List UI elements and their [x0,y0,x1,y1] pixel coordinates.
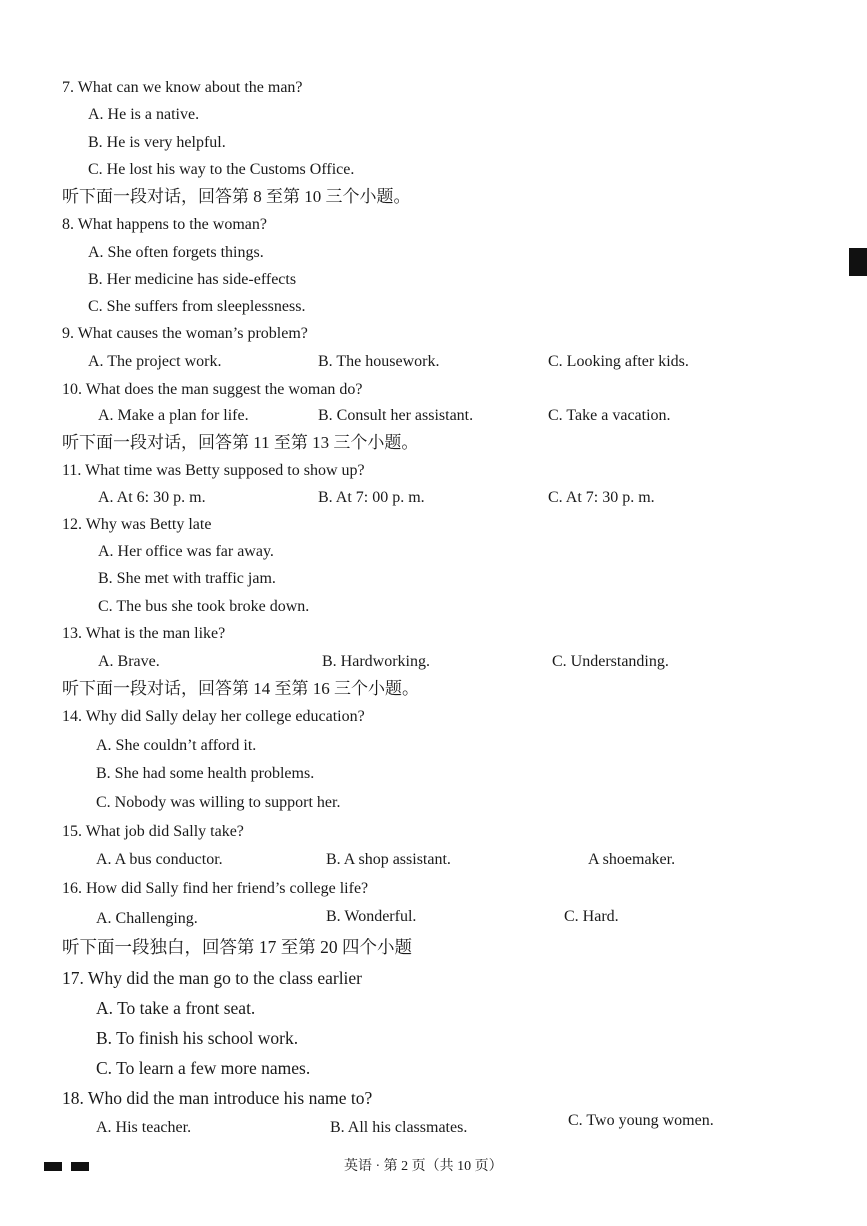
q13-stem: 13. What is the man like? [62,625,226,642]
q16-option-a: A. Challenging. [96,910,198,927]
q11-option-a: A. At 6: 30 p. m. [98,489,206,506]
q14-option-a: A. She couldn’t afford it. [96,737,257,754]
q18-stem: 18. Who did the man introduce his name to? [62,1088,373,1108]
q17-option-a: A. To take a front seat. [96,998,256,1018]
q10-option-c: C. Take a vacation. [548,407,671,424]
footer-mark-block [44,1162,62,1171]
section-heading-17-20: 听下面一段独白，回答第 17 至第 20 四个小题 [62,937,412,957]
q12-stem: 12. Why was Betty late [62,516,212,533]
q16-stem: 16. How did Sally find her friend’s college life? [62,880,369,897]
q13-option-a: A. Brave. [98,653,160,670]
q15-option-a: A. A bus conductor. [96,851,223,868]
section-heading-8-10: 听下面一段对话，回答第 8 至第 10 三个小题。 [62,187,411,206]
q12-option-c: C. The bus she took broke down. [98,598,310,615]
q18-option-a: A. His teacher. [96,1119,192,1136]
q7-stem: 7. What can we know about the man? [62,79,303,96]
q17-option-b: B. To finish his school work. [96,1028,299,1048]
q17-stem: 17. Why did the man go to the class earlier [62,968,363,988]
q12-option-b: B. She met with traffic jam. [98,570,276,587]
q8-stem: 8. What happens to the woman? [62,216,267,233]
section-heading-14-16: 听下面一段对话，回答第 14 至第 16 三个小题。 [62,679,419,698]
q12-option-a: A. Her office was far away. [98,543,274,560]
q9-stem: 9. What causes the woman’s problem? [62,325,308,342]
q10-option-a: A. Make a plan for life. [98,407,249,424]
edge-registration-mark [849,248,867,276]
q16-option-b: B. Wonderful. [326,908,417,925]
q11-stem: 11. What time was Betty supposed to show up? [62,462,365,479]
q15-stem: 15. What job did Sally take? [62,823,244,840]
q11-option-c: C. At 7: 30 p. m. [548,489,655,506]
footer-registration-marks [44,1158,98,1176]
q9-option-a: A. The project work. [88,353,222,370]
q9-option-b: B. The housework. [318,353,440,370]
section-heading-11-13: 听下面一段对话，回答第 11 至第 13 三个小题。 [62,433,419,452]
q10-option-b: B. Consult her assistant. [318,407,474,424]
q11-option-b: B. At 7: 00 p. m. [318,489,425,506]
q8-option-a: A. She often forgets things. [88,244,264,261]
q15-option-c: A shoemaker. [588,851,676,868]
q17-option-c: C. To learn a few more names. [96,1058,311,1078]
q14-stem: 14. Why did Sally delay her college education? [62,708,365,725]
page-number-label: 英语 · 第 2 页（共 10 页） [344,1159,503,1174]
q7-option-a: A. He is a native. [88,106,200,123]
q9-option-c: C. Looking after kids. [548,353,689,370]
q14-option-c: C. Nobody was willing to support her. [96,794,341,811]
q18-option-c: C. Two young women. [568,1112,714,1129]
q10-stem: 10. What does the man suggest the woman do? [62,381,363,398]
q13-option-c: C. Understanding. [552,653,669,670]
q18-option-b: B. All his classmates. [330,1119,468,1136]
q13-option-b: B. Hardworking. [322,653,430,670]
q8-option-b: B. Her medicine has side-effects [88,271,297,288]
q7-option-c: C. He lost his way to the Customs Office. [88,161,355,178]
q8-option-c: C. She suffers from sleeplessness. [88,298,306,315]
q15-option-b: B. A shop assistant. [326,851,451,868]
footer-mark-block [71,1162,89,1171]
q7-option-b: B. He is very helpful. [88,134,226,151]
q14-option-b: B. She had some health problems. [96,765,315,782]
q16-option-c: C. Hard. [564,908,619,925]
